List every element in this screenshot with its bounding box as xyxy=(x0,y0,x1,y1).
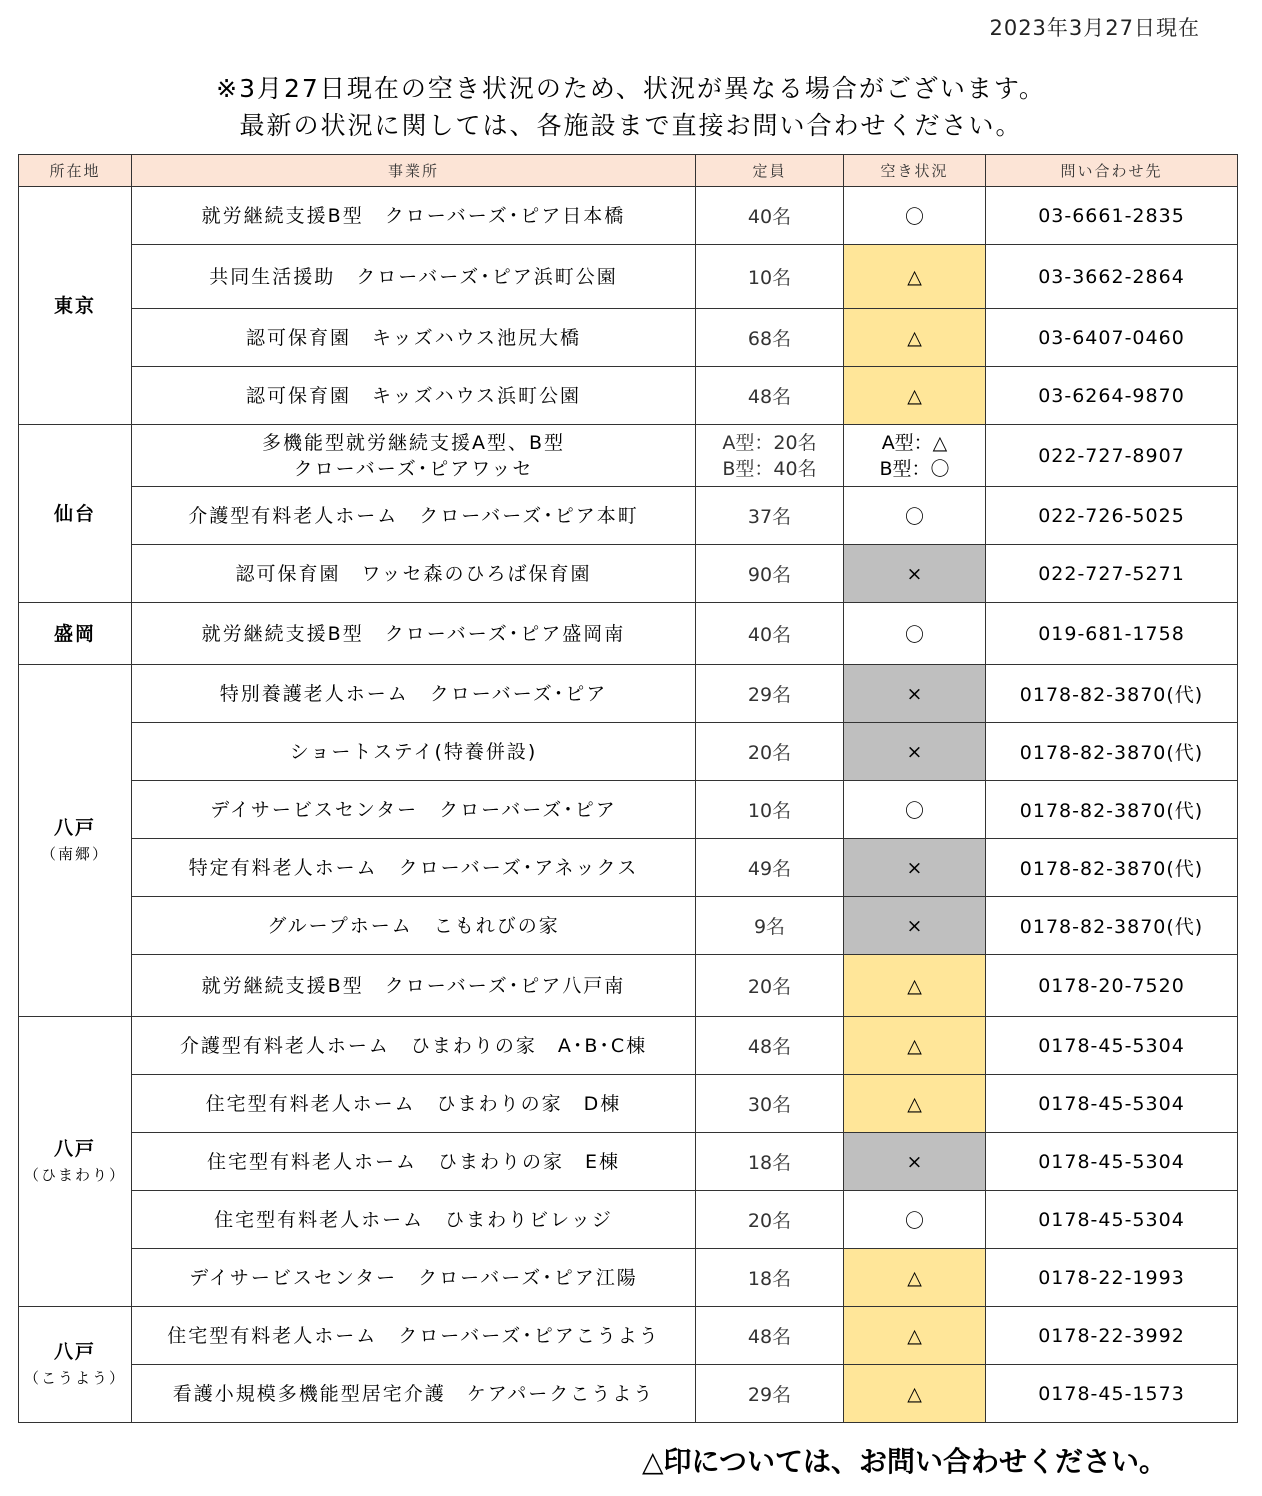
phone-cell: 022-726-5025 xyxy=(986,487,1238,545)
notice xyxy=(0,70,1262,144)
table-row xyxy=(19,1133,1238,1191)
location-name: 八戸 xyxy=(53,1340,96,1363)
phone-cell: 0178-82-3870(代) xyxy=(986,839,1238,897)
location-cell xyxy=(19,425,132,603)
status-cell: 〇 xyxy=(844,487,986,545)
table-row xyxy=(19,425,1238,487)
phone-cell: 0178-45-5304 xyxy=(986,1075,1238,1133)
status-cell: △ xyxy=(844,309,986,367)
table-row xyxy=(19,367,1238,425)
phone-cell: 0178-22-3992 xyxy=(986,1307,1238,1365)
table-row xyxy=(19,1365,1238,1423)
phone-cell: 0178-22-1993 xyxy=(986,1249,1238,1307)
facility-name: デイサービスセンター クローバーズ･ピア xyxy=(132,781,696,839)
location-name: 仙台 xyxy=(53,502,96,525)
status-cell: × xyxy=(844,897,986,955)
location-name: 八戸 xyxy=(53,816,96,839)
capacity-cell xyxy=(696,425,844,487)
location-cell xyxy=(19,603,132,665)
facility-name: グループホーム こもれびの家 xyxy=(132,897,696,955)
facility-name-line: クローバーズ･ピアワッセ xyxy=(293,457,534,480)
facility-name: デイサービスセンター クローバーズ･ピア江陽 xyxy=(132,1249,696,1307)
capacity-cell: 18名 xyxy=(696,1133,844,1191)
status-cell: △ xyxy=(844,367,986,425)
header-location: 所在地 xyxy=(19,155,132,187)
table-row xyxy=(19,545,1238,603)
capacity-cell: 29名 xyxy=(696,665,844,723)
phone-cell: 0178-45-1573 xyxy=(986,1365,1238,1423)
table-row xyxy=(19,1249,1238,1307)
as-of-date: 2023年3月27日現在 xyxy=(989,16,1200,40)
facility-name: 就労継続支援B型 クローバーズ･ピア盛岡南 xyxy=(132,603,696,665)
status-cell: × xyxy=(844,665,986,723)
table-row xyxy=(19,603,1238,665)
facility-name: 就労継続支援B型 クローバーズ･ピア八戸南 xyxy=(132,955,696,1017)
status-cell: × xyxy=(844,839,986,897)
table-row xyxy=(19,1307,1238,1365)
status-cell: △ xyxy=(844,1075,986,1133)
status-cell: △ xyxy=(844,1249,986,1307)
facility-name: 認可保育園 キッズハウス池尻大橋 xyxy=(132,309,696,367)
facility-name xyxy=(132,425,696,487)
phone-cell: 0178-20-7520 xyxy=(986,955,1238,1017)
capacity-cell: 20名 xyxy=(696,723,844,781)
location-subname: （こうよう） xyxy=(23,1368,126,1387)
facility-name: 住宅型有料老人ホーム ひまわりの家 E棟 xyxy=(132,1133,696,1191)
facility-name-line: 多機能型就労継続支援A型、B型 xyxy=(261,431,566,454)
footer-note: △印については、お問い合わせください。 xyxy=(642,1445,1167,1478)
phone-cell: 019-681-1758 xyxy=(986,603,1238,665)
table-row xyxy=(19,1075,1238,1133)
phone-cell: 022-727-5271 xyxy=(986,545,1238,603)
facility-name: 介護型有料老人ホーム ひまわりの家 A･B･C棟 xyxy=(132,1017,696,1075)
phone-cell: 0178-82-3870(代) xyxy=(986,723,1238,781)
facility-name: 介護型有料老人ホーム クローバーズ･ピア本町 xyxy=(132,487,696,545)
status-cell: 〇 xyxy=(844,603,986,665)
location-cell xyxy=(19,1307,132,1423)
capacity-cell: 30名 xyxy=(696,1075,844,1133)
capacity-cell: 90名 xyxy=(696,545,844,603)
table-row xyxy=(19,781,1238,839)
location-cell xyxy=(19,665,132,1017)
capacity-cell: 18名 xyxy=(696,1249,844,1307)
table-row xyxy=(19,665,1238,723)
facility-name: 住宅型有料老人ホーム ひまわりの家 D棟 xyxy=(132,1075,696,1133)
table-row xyxy=(19,723,1238,781)
status-cell: 〇 xyxy=(844,781,986,839)
table-row xyxy=(19,309,1238,367)
capacity-cell: 37名 xyxy=(696,487,844,545)
phone-cell: 0178-45-5304 xyxy=(986,1191,1238,1249)
header-capacity: 定員 xyxy=(696,155,844,187)
status-cell: × xyxy=(844,1133,986,1191)
facility-name: 特定有料老人ホーム クローバーズ･アネックス xyxy=(132,839,696,897)
location-cell xyxy=(19,187,132,425)
phone-cell: 022-727-8907 xyxy=(986,425,1238,487)
availability-table xyxy=(18,154,1238,1423)
status-cell-line: B型：〇 xyxy=(879,457,950,480)
table-row xyxy=(19,1017,1238,1075)
facility-name: 共同生活援助 クローバーズ･ピア浜町公園 xyxy=(132,245,696,309)
facility-name: 認可保育園 ワッセ森のひろば保育園 xyxy=(132,545,696,603)
header-facility: 事業所 xyxy=(132,155,696,187)
status-cell: × xyxy=(844,723,986,781)
capacity-cell: 48名 xyxy=(696,1017,844,1075)
capacity-cell-line: B型：40名 xyxy=(722,457,817,480)
notice-line-2: 最新の状況に関しては、各施設まで直接お問い合わせください。 xyxy=(239,111,1023,140)
location-name: 盛岡 xyxy=(53,622,96,645)
location-subname: （南郷） xyxy=(40,844,109,863)
phone-cell: 03-6661-2835 xyxy=(986,187,1238,245)
notice-line-1: ※3月27日現在の空き状況のため、状況が異なる場合がございます。 xyxy=(216,74,1046,103)
status-cell: 〇 xyxy=(844,1191,986,1249)
phone-cell: 0178-45-5304 xyxy=(986,1017,1238,1075)
status-cell: 〇 xyxy=(844,187,986,245)
facility-name: 認可保育園 キッズハウス浜町公園 xyxy=(132,367,696,425)
status-cell: △ xyxy=(844,1307,986,1365)
facility-name: 就労継続支援B型 クローバーズ･ピア日本橋 xyxy=(132,187,696,245)
table-row xyxy=(19,487,1238,545)
capacity-cell: 68名 xyxy=(696,309,844,367)
capacity-cell: 40名 xyxy=(696,187,844,245)
phone-cell: 0178-82-3870(代) xyxy=(986,665,1238,723)
facility-name: 住宅型有料老人ホーム クローバーズ･ピアこうよう xyxy=(132,1307,696,1365)
location-name: 東京 xyxy=(53,294,96,317)
capacity-cell-line: A型：20名 xyxy=(722,431,817,454)
table-header-row xyxy=(19,155,1238,187)
facility-name: 看護小規模多機能型居宅介護 ケアパークこうよう xyxy=(132,1365,696,1423)
capacity-cell: 20名 xyxy=(696,955,844,1017)
capacity-cell: 10名 xyxy=(696,781,844,839)
facility-name: 住宅型有料老人ホーム ひまわりビレッジ xyxy=(132,1191,696,1249)
phone-cell: 0178-82-3870(代) xyxy=(986,781,1238,839)
capacity-cell: 20名 xyxy=(696,1191,844,1249)
capacity-cell: 29名 xyxy=(696,1365,844,1423)
phone-cell: 03-6407-0460 xyxy=(986,309,1238,367)
status-cell-line: A型：△ xyxy=(881,431,948,454)
status-cell: △ xyxy=(844,955,986,1017)
phone-cell: 03-6264-9870 xyxy=(986,367,1238,425)
table-row xyxy=(19,245,1238,309)
table-body xyxy=(19,187,1238,1423)
capacity-cell: 40名 xyxy=(696,603,844,665)
location-name: 八戸 xyxy=(53,1137,96,1160)
capacity-cell: 48名 xyxy=(696,367,844,425)
table-row xyxy=(19,955,1238,1017)
header-contact: 問い合わせ先 xyxy=(986,155,1238,187)
capacity-cell: 9名 xyxy=(696,897,844,955)
table-row xyxy=(19,839,1238,897)
capacity-cell: 49名 xyxy=(696,839,844,897)
status-cell: × xyxy=(844,545,986,603)
table-row xyxy=(19,1191,1238,1249)
location-cell xyxy=(19,1017,132,1307)
status-cell: △ xyxy=(844,245,986,309)
facility-name: 特別養護老人ホーム クローバーズ･ピア xyxy=(132,665,696,723)
status-cell: △ xyxy=(844,1365,986,1423)
status-cell: △ xyxy=(844,1017,986,1075)
header-status: 空き状況 xyxy=(844,155,986,187)
facility-name: ショートステイ(特養併設) xyxy=(132,723,696,781)
table-row xyxy=(19,897,1238,955)
phone-cell: 0178-45-5304 xyxy=(986,1133,1238,1191)
status-cell xyxy=(844,425,986,487)
capacity-cell: 10名 xyxy=(696,245,844,309)
phone-cell: 0178-82-3870(代) xyxy=(986,897,1238,955)
table-row xyxy=(19,187,1238,245)
capacity-cell: 48名 xyxy=(696,1307,844,1365)
location-subname: （ひまわり） xyxy=(23,1165,126,1184)
phone-cell: 03-3662-2864 xyxy=(986,245,1238,309)
